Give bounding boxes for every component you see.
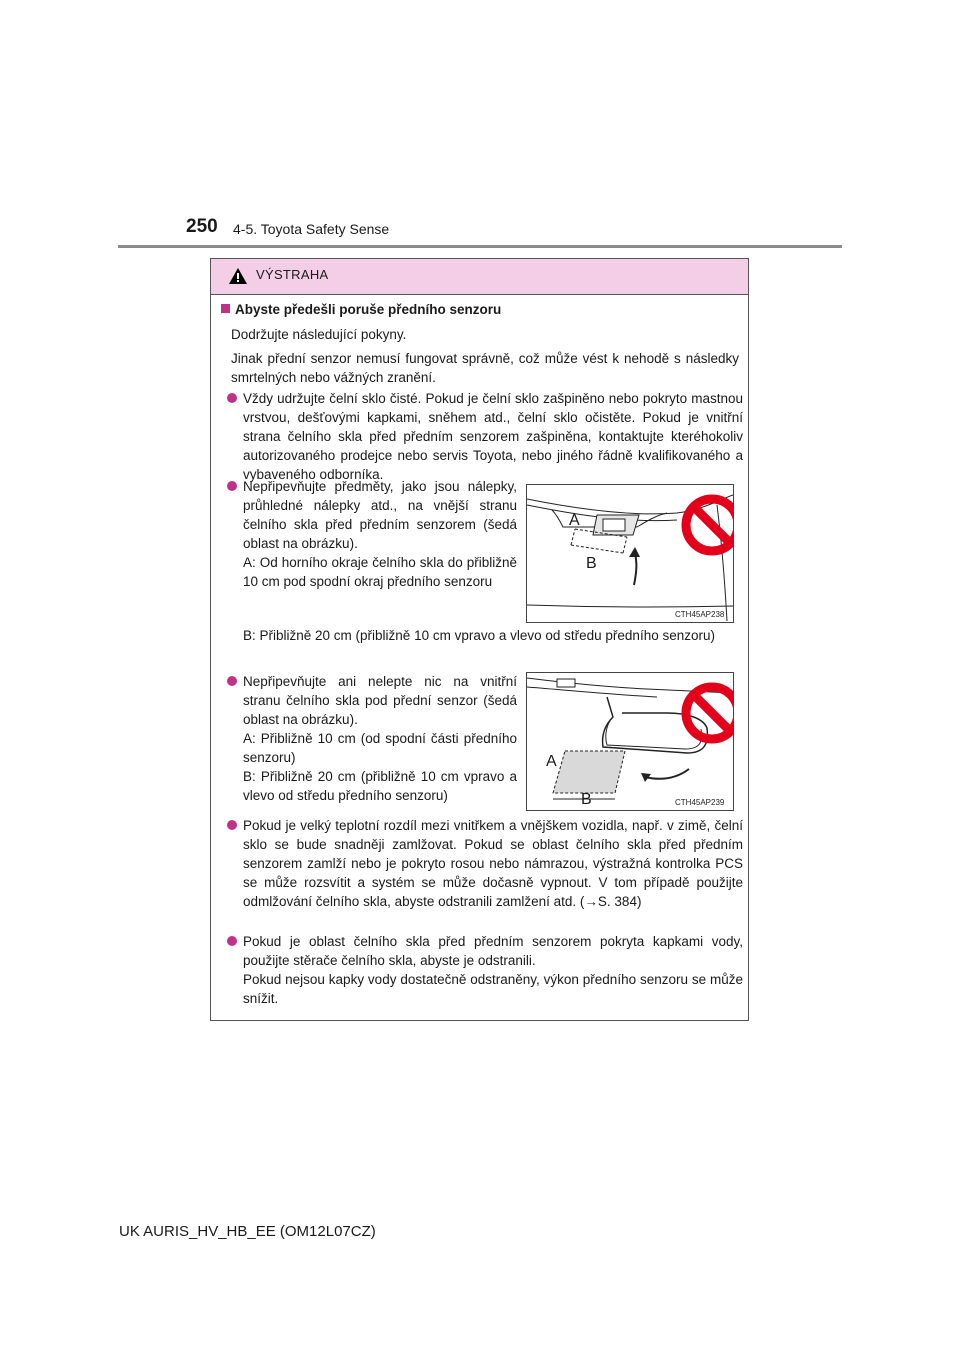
section-title: 4-5. Toyota Safety Sense [233, 221, 390, 237]
bullet-dot-icon [227, 393, 237, 403]
intro-line-2: Jinak přední senzor nemusí fungovat správně, což může vést k nehodě s následky smrtelných nebo vážných zranění. [231, 351, 739, 385]
figure-2-label-b: B [581, 791, 592, 808]
header-rule [118, 245, 842, 248]
bullet-4-text: Pokud je velký teplotní rozdíl mezi vnitřkem a vnějškem vozidla, např. v zimě, čelní sklo se bude snadněji zamlžovat. Pokud se oblast čelního skla před předním senzorem zamlží nebo je pokryto rosou nebo námrazou, výstražná kontrolka PCS se může rozsvítit a systém se může dočasně vypnout. V tom případě použijte odmlžování čelního skla, abyste odstranili zamlžení atd. (→S. 384) [243, 818, 743, 909]
bullet-4 [227, 816, 743, 911]
figure-1-label-a: A [569, 512, 580, 529]
warning-box [210, 258, 749, 1021]
bullet-3 [227, 672, 517, 805]
warning-heading-text: Abyste předešli poruše předního senzoru [235, 302, 502, 317]
figure-1-code: CTH45AP238 [675, 610, 725, 619]
bullet-dot-icon [227, 820, 237, 830]
bullet-5 [227, 932, 743, 1008]
bullet-2-note-b: B: Přibližně 20 cm (přibližně 10 cm vpravo a vlevo od středu předního senzoru) [243, 628, 715, 643]
figure-exterior-sensor [526, 484, 734, 623]
bullet-dot-icon [227, 481, 237, 491]
warning-heading [221, 302, 501, 317]
bullet-dot-icon [227, 676, 237, 686]
square-bullet-icon [221, 304, 230, 313]
page-number: 250 [186, 216, 218, 237]
bullet-1-text: Vždy udržujte čelní sklo čisté. Pokud je čelní sklo zašpiněno nebo pokryto mastnou vrstvou, dešťovými kapkami, sněhem atd., čelní sklo očistěte. Pokud je vnitřní strana čelního skla před předním senzorem zašpiněna, kontaktujte kteréhokoliv autorizovaného prodejce nebo servis Toyota, nebo jiného řádně kvalifikovaného a vybaveného odborníka. [243, 391, 743, 482]
bullet-3-note-a: A: Přibližně 10 cm (od spodní části předního senzoru) [243, 731, 517, 765]
figure-2-label-a: A [546, 753, 557, 770]
warning-header [211, 259, 748, 295]
figure-interior-sensor [526, 672, 734, 811]
figure-exterior-sensor-drawing [527, 485, 733, 622]
warning-title: VÝSTRAHA [256, 267, 329, 282]
bullet-3-text: Nepřipevňujte ani nelepte nic na vnitřní stranu čelního skla pod přední senzor (šedá oblast na obrázku). [243, 674, 517, 727]
bullet-5-text-2: Pokud nejsou kapky vody dostatečně odstraněny, výkon předního senzoru se může snížit. [243, 972, 743, 1006]
bullet-2 [227, 477, 517, 591]
figure-1-label-b: B [586, 555, 597, 572]
intro-line-1: Dodržujte následující pokyny. [231, 327, 407, 342]
bullet-1 [227, 389, 743, 484]
footer-model: UK AURIS_HV_HB_EE (OM12L07CZ) [119, 1223, 376, 1240]
bullet-5-text: Pokud je oblast čelního skla před předním senzorem pokryta kapkami vody, použijte stěrače čelního skla, abyste je odstranili. [243, 934, 743, 968]
bullet-dot-icon [227, 936, 237, 946]
bullet-2-text: Nepřipevňujte předměty, jako jsou nálepky, průhledné nálepky atd., na vnější stranu čelního skla před předním senzorem (šedá oblast na obrázku). [243, 479, 517, 551]
figure-2-code: CTH45AP239 [675, 798, 725, 807]
figure-interior-sensor-drawing [527, 673, 733, 810]
bullet-3-note-b: B: Přibližně 20 cm (přibližně 10 cm vpravo a vlevo od středu předního senzoru) [243, 769, 517, 803]
bullet-2-note-a: A: Od horního okraje čelního skla do přibližně 10 cm pod spodní okraj předního senzoru [243, 555, 517, 589]
warning-triangle-icon [229, 268, 247, 284]
